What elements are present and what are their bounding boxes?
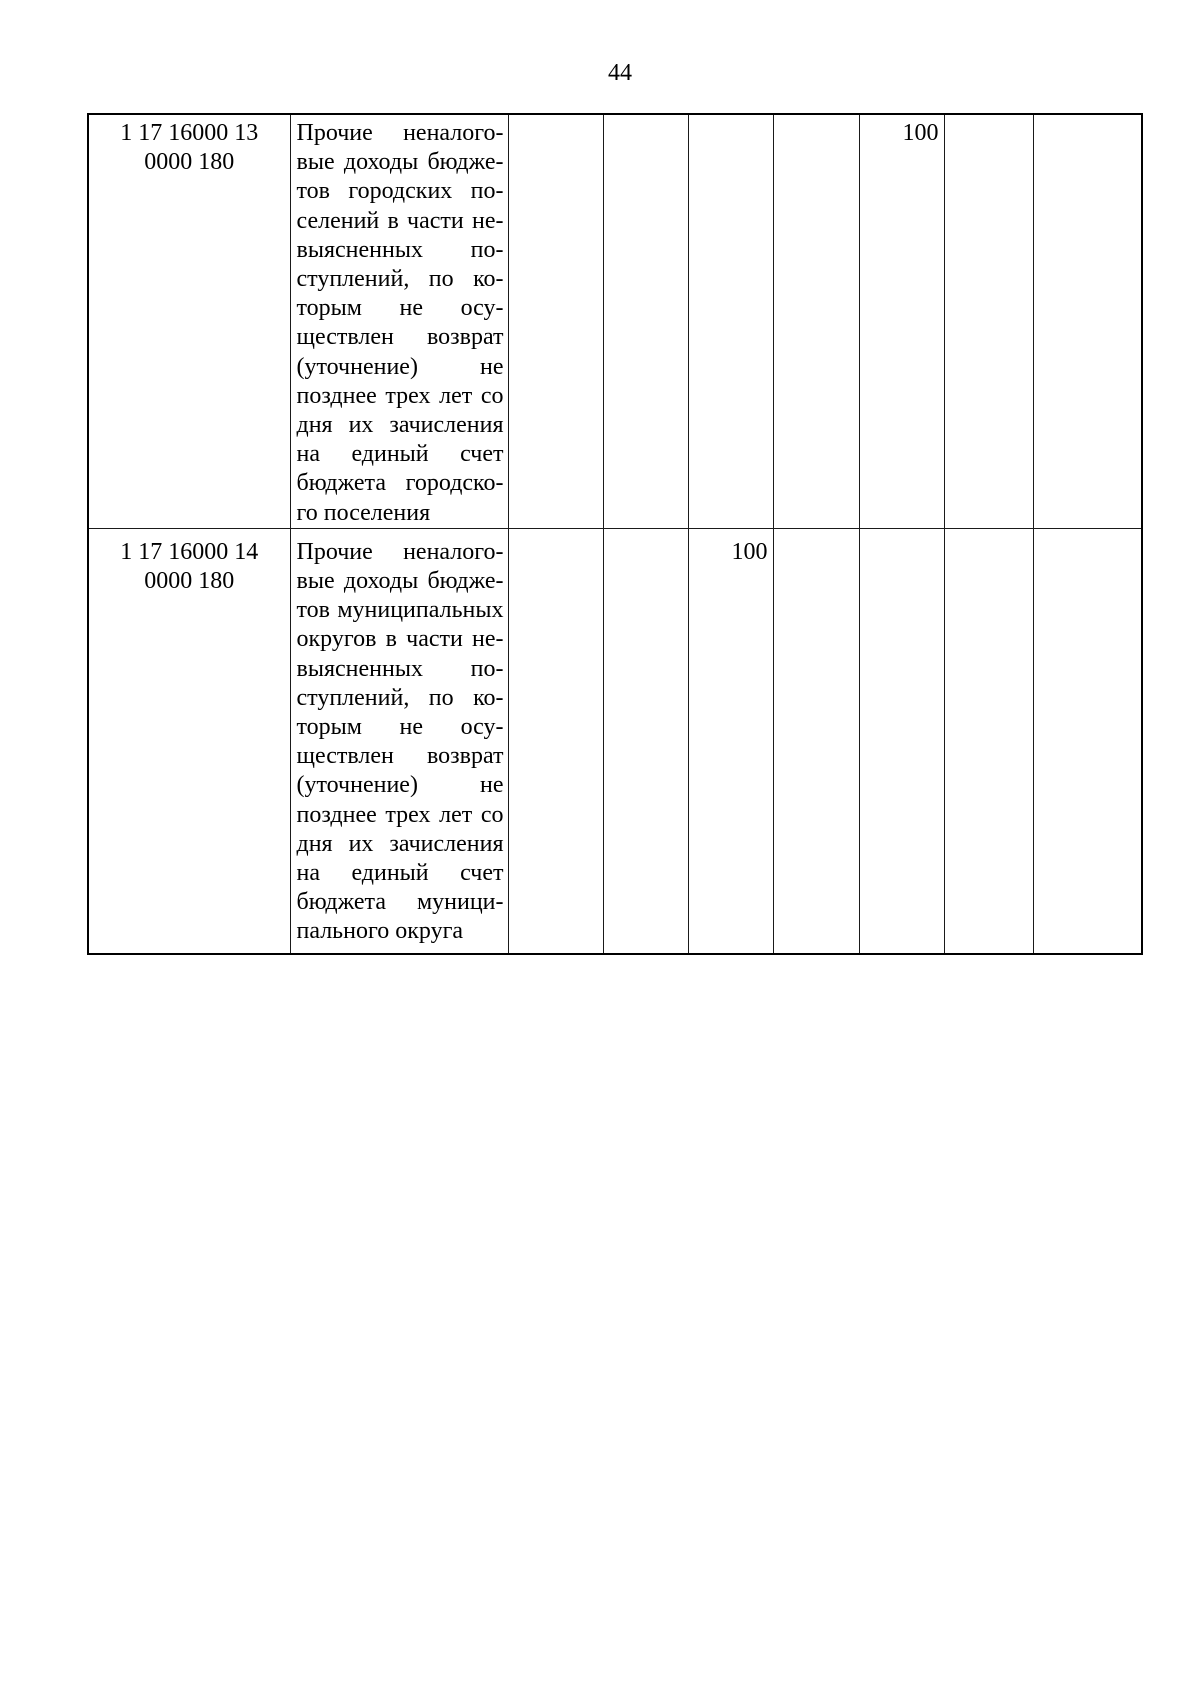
description-line: тов муниципальных xyxy=(296,597,504,624)
code-line: 1 17 16000 13 xyxy=(120,120,259,146)
code-cell xyxy=(88,114,290,528)
empty-cell xyxy=(1033,528,1142,954)
description-line: бюджета муници- xyxy=(296,889,504,916)
description-line: бюджета городско- xyxy=(296,470,504,497)
description-line: Прочие неналого- xyxy=(296,120,504,146)
description-line: округов в части не- xyxy=(296,626,504,653)
description-cell xyxy=(290,528,508,954)
table-row xyxy=(88,528,1142,954)
table-body xyxy=(88,114,1142,954)
code-line: 0000 180 xyxy=(144,568,235,595)
description-line: позднее трех лет со xyxy=(296,382,504,409)
budget-codes-table xyxy=(87,113,1143,955)
description-line: (уточнение) не xyxy=(296,353,504,380)
description-line: позднее трех лет со xyxy=(296,801,504,828)
description-line: пального округа xyxy=(296,918,464,945)
description-line: выясненных по- xyxy=(296,655,504,682)
description-line: Прочие неналого- xyxy=(296,538,504,565)
empty-cell xyxy=(1033,114,1142,528)
description-line: дня их зачисления xyxy=(296,412,504,439)
description-line: (уточнение) не xyxy=(296,772,504,799)
empty-cell xyxy=(944,528,1033,954)
empty-cell xyxy=(508,114,603,528)
empty-cell xyxy=(773,528,859,954)
empty-cell xyxy=(773,114,859,528)
description-line: ступлений, по ко- xyxy=(296,266,504,293)
description-line: вые доходы бюдже- xyxy=(296,568,504,595)
description-line: торым не осу- xyxy=(296,295,504,322)
description-line: го поселения xyxy=(296,499,431,526)
empty-cell xyxy=(603,114,688,528)
description-cell xyxy=(290,114,508,528)
description-line: на единый счет xyxy=(296,441,504,468)
description-line: дня их зачисления xyxy=(296,830,504,857)
table-row xyxy=(88,114,1142,528)
description-line: вые доходы бюдже- xyxy=(296,149,504,176)
description-line: торым не осу- xyxy=(296,714,504,741)
value-cell: 100 xyxy=(688,528,773,954)
page-number: 44 xyxy=(608,60,632,86)
code-line: 0000 180 xyxy=(144,149,235,176)
description-line: выясненных по- xyxy=(296,236,504,263)
description-line: ществлен возврат xyxy=(296,324,504,351)
empty-cell xyxy=(603,528,688,954)
description-line: тов городских по- xyxy=(296,178,504,205)
empty-cell xyxy=(859,528,944,954)
description-line: ществлен возврат xyxy=(296,743,504,770)
empty-cell xyxy=(944,114,1033,528)
description-line: селений в части не- xyxy=(296,207,504,234)
empty-cell xyxy=(688,114,773,528)
value-cell: 100 xyxy=(859,114,944,528)
description-line: на единый счет xyxy=(296,860,504,887)
code-cell xyxy=(88,528,290,954)
code-line: 1 17 16000 14 xyxy=(120,538,259,565)
description-line: ступлений, по ко- xyxy=(296,684,504,711)
empty-cell xyxy=(508,528,603,954)
